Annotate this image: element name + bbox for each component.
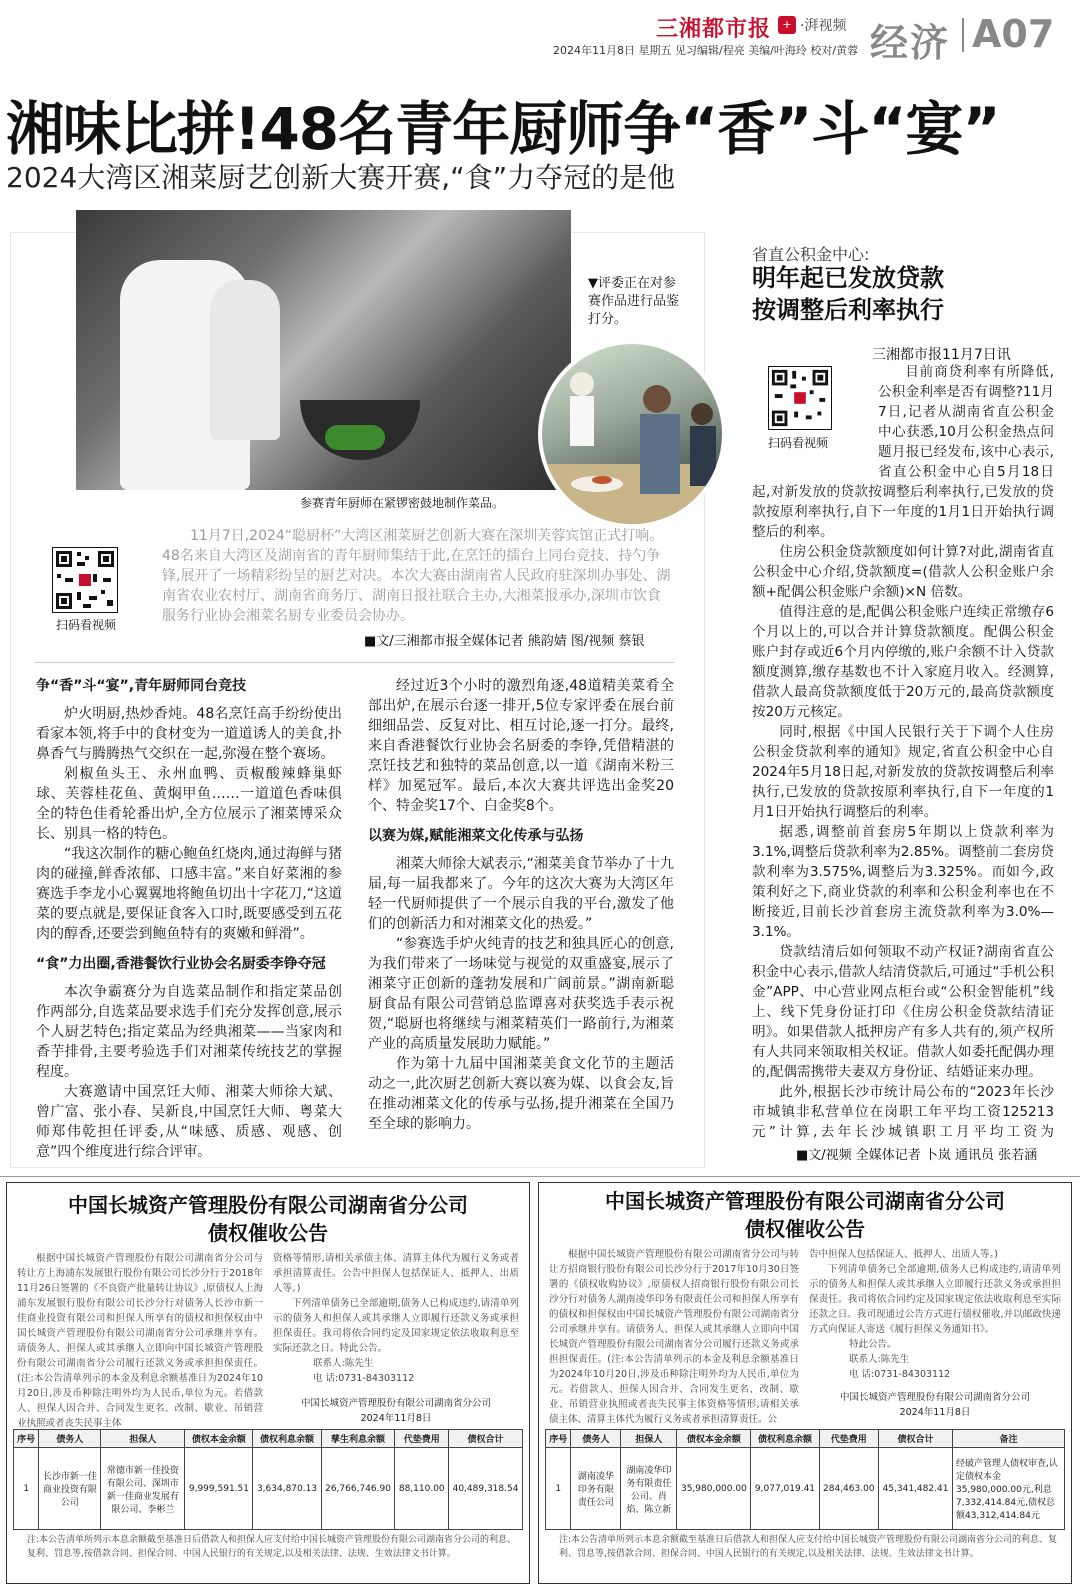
paragraph: 本次争霸赛分为自选菜品制作和指定菜品创作两部分,自选菜品要求选手们充分发挥创意,展示个人厨艺特色;指定菜品为经典湘菜——当家肉和香芋排骨,主要考验选手们对湘菜传统技艺的掌握程度。 xyxy=(36,984,342,1080)
paragraph: 作为第十九届中国湘菜美食文化节的主题活动之一,此次厨艺创新大赛以赛为媒、以食会友,旨在推动湘菜文化的传承与弘扬,提升湘菜在全国乃至全球的影响力。 xyxy=(368,1056,674,1132)
notice-closing: 特此公告。 xyxy=(849,1339,897,1350)
masthead-brand: 三湘都市报 xyxy=(656,17,772,42)
side-text-body xyxy=(752,362,1054,1142)
lead-byline: ■文/三湘都市报全媒体记者 熊韵婧 图/视频 蔡银 xyxy=(364,634,645,649)
debt-notice-right xyxy=(538,1182,1072,1584)
chefs-photo-caption: 参赛青年厨师在紧锣密鼓地制作菜品。 xyxy=(300,496,505,510)
brand-video-label: ·湃视频 xyxy=(800,18,847,34)
table-row xyxy=(546,1448,1065,1530)
notice-subtitle: 债权催收公告 xyxy=(745,1217,865,1241)
table-cell: 88,110.00 xyxy=(395,1448,449,1530)
paragraph: “我这次制作的糖心鲍鱼红烧肉,通过海鲜与猪肉的碰撞,鲜香浓郁、口感丰富。”来自好菜湘的参赛选手李龙小心翼翼地将鲍鱼切出十字花刀,“这道菜的要点就是,要保证食客入口时,既要感受到五花肉的醇香,还要尝到鲍鱼特有的爽嫩和鲜滑”。 xyxy=(36,846,342,942)
notice-body: 根据中国长城资产管理股份有限公司湖南省分公司与转让方招商银行股份有限公司长沙分行于2017年10月30日签署的《债权收购协议》,原债权人招商银行股份有限公司长沙分行对债务人湖南凌华印务有限责任公司和担保人所享有的债权和担保权由中国长城资产管理股份有限公司湖南省分公司承继并享有。请债务人、担保人或其承继人立即向中国长城资产管理股份有限公司湖南省分公司履行还款义务或承担担保责任。(注:本公告清单列示的本金及利息余额基准日为2024年10月20日,涉及币种除注明外均为人民币,单位为元。若借款人、担保人因合并、合同发生更名、改制、歇业、吊销营业执照或者丧失民事主体资格等情形,请相关承债主体、清算主体代为履行义务或者承担清算责任。公 xyxy=(549,1249,799,1425)
table-header: 债务人 xyxy=(39,1430,101,1448)
table-header: 债权本金余额 xyxy=(677,1430,751,1448)
notice-body: 根据中国长城资产管理股份有限公司湖南省分公司与转让方上海浦东发展银行股份有限公司长沙分行于2018年11月26日签署的《不良资产批量转让协议》,原债权人上海浦东发展银行股份有限公司长沙分行对债务人长沙市新一佳商业投资有限公司和担保人所享有的债权和担保权由中国长城资产管理股份有限公司湖南省分公司承继并享有。请债务人、担保人或其承继人立即向中国长城资产管理股份有限公司湖南省分公司履行还款义务或承担担保责任。(注:本公告清单列示的本金及利息余额基准日为2024年10月20日,涉及币种除注明外均为人民币,单位为元。若借款人、担保人因合并、合同发生更名、改制、歇业、吊销营业执照或者丧失民事主体 xyxy=(17,1253,263,1429)
qr-code-icon xyxy=(53,548,117,612)
paragraph: 剁椒鱼头王、永州血鸭、贡椒酸辣蜂巢虾球、芙蓉桂花鱼、黄焖甲鱼……一道道色香味俱全的特色佳肴轮番出炉,全方位展示了湘菜博采众长、别具一格的特色。 xyxy=(36,766,342,842)
debt-notice-left xyxy=(6,1182,530,1584)
table-header: 债权本金余额 xyxy=(185,1430,253,1448)
side-qr-label: 扫码看视频 xyxy=(768,436,829,450)
table-cell: 3,634,870.13 xyxy=(253,1448,321,1530)
table-cell: 35,980,000.00 xyxy=(677,1448,751,1530)
paragraph: 据悉,调整前首套房5年期以上贷款利率为3.1%,调整后贷款利率为2.85%。调整前二套房贷款利率为3.575%,调整后为3.325%。而如今,政策利好之下,商业贷款的利率和公积金利率也在不断接近,目前长沙首套房主流贷款利率为3.0%—3.1%。 xyxy=(752,824,1054,940)
lead-qr-label: 扫码看视频 xyxy=(56,618,117,632)
paragraph: 目前商贷利率有所降低,公积金利率是否有调整?11月7日,记者从湖南省直公积金中心获悉,10月公积金热点问题月报已经发布,该中心表示,省直公积金中心自5月18日起,对新发放的贷款按调整后利率执行,已发放的贷款按原利率执行,自下一年度的1月1日开始执行调整后的利率。 xyxy=(752,364,1054,540)
paragraph: 住房公积金贷款额度如何计算?对此,湖南省直公积金中心介绍,贷款额度=(借款人公积金账户余额+配偶公积金账户余额)×N 倍数。 xyxy=(752,544,1054,600)
contact-person: 联系人:陈先生 xyxy=(849,1354,910,1365)
issue-meta: 2024年11月8日 星期五 见习编辑/程亮 美编/叶海玲 校对/黄蓉 xyxy=(553,44,859,57)
judges-photo-art xyxy=(542,344,726,528)
judges-photo-caption: ▼评委正在对参赛作品进行品鉴打分。 xyxy=(588,276,680,327)
table-cell: 284,463.00 xyxy=(819,1448,878,1530)
subheading: 争“香”斗“宴”,青年厨师同台竞技 xyxy=(36,678,247,694)
contact-phone: 电 话:0731-84303112 xyxy=(849,1369,951,1380)
notice-subtitle: 债权催收公告 xyxy=(208,1221,328,1245)
notice-date: 2024年11月8日 xyxy=(899,1407,971,1418)
table-cell: 40,489,318.54 xyxy=(449,1448,523,1530)
paragraph: 贷款结清后如何领取不动产权证?湖南省直公积金中心表示,借款人结清贷款后,可通过“手机公积金”APP、中心营业网点柜台或“公积金智能机”线上、线下凭身份证打印《住房公积金贷款结清证明》。如果借款人抵押房产有多人共有的,须产权所有人共同来领取相关权证。借款人如委托配偶办理的,配偶需携带夫妻双方身份证、结婚证来办理。 xyxy=(752,944,1054,1080)
headline: 湘味比拼!48名青年厨师争“香”斗“宴” xyxy=(6,95,1000,163)
notice-body: 下列清单债务已全部逾期,债务人已构成违约,请清单列示的债务人和担保人或其承继人立即履行还款义务或承担担保责任。我司将依合同约定及国家规定依法收取利息至实际还款之日。特此公告。 xyxy=(273,1298,519,1354)
vegetables-shape xyxy=(325,425,385,450)
table-cell: 湖南凌华印务有限责任公司 xyxy=(571,1448,621,1530)
paragraph: 大赛邀请中国烹饪大师、湘菜大师徐大斌、曾广富、张小春、吴新良,中国烹饪大师、粤菜大师郑伟乾担任评委,从“味感、质感、观感、创意”四个维度进行综合评审。 xyxy=(36,1084,342,1160)
table-header: 债权合计 xyxy=(449,1430,523,1448)
side-title-line: 明年起已发放贷款 xyxy=(752,264,944,292)
subheading: 以赛为媒,赋能湘菜文化传承与弘扬 xyxy=(368,828,584,844)
side-title xyxy=(752,262,944,326)
brand-logo-icon: + xyxy=(778,16,796,34)
table-header: 债务人 xyxy=(571,1430,621,1448)
table-header: 备注 xyxy=(953,1430,1065,1448)
chef-figure xyxy=(210,280,280,440)
table-header-row xyxy=(546,1430,1065,1448)
subheadline: 2024大湾区湘菜厨艺创新大赛开赛,“食”力夺冠的是他 xyxy=(6,161,676,194)
notice-footnote: 注:本公告清单所列示本息余额截至基准日后借款人和担保人应支付给中国长城资产管理股份有限公司湖南省分公司的利息、复利、罚息等,按借款合同、担保合同、中国人民银行的有关规定,以及相关法律、法规、生效法律文书计算。 xyxy=(27,1535,517,1559)
section-divider xyxy=(962,18,964,52)
table-row xyxy=(14,1448,523,1530)
table-cell: 9,077,019.41 xyxy=(751,1448,819,1530)
page-number: A07 xyxy=(972,12,1055,56)
table-cell: 常德市新一佳投资有限公司、深圳市新一佳商业发展有限公司、李彬兰 xyxy=(101,1448,185,1530)
lead-qr-code[interactable] xyxy=(52,547,118,613)
table-cell: 26,766,746.90 xyxy=(321,1448,395,1530)
side-kicker: 省直公积金中心: xyxy=(752,245,870,264)
qr-float-spacer xyxy=(752,362,878,482)
table-header: 序号 xyxy=(546,1430,571,1448)
contact-person: 联系人:陈先生 xyxy=(313,1358,374,1369)
table-header: 债权合计 xyxy=(879,1430,953,1448)
table-header: 债权利息余额 xyxy=(253,1430,321,1448)
lead-intro: 11月7日,2024“聪厨杯”大湾区湘菜厨艺创新大赛在深圳芙蓉宾馆正式打响。48名来自大湾区及湖南省的青年厨师集结于此,在烹饪的擂台上同台竞技、持勺争锋,展开了一场精彩纷呈的厨艺对决。本次大赛由湖南省人民政府驻深圳办事处、湖南省农业农村厅、湖南省商务厅、湖南日报社联合主办,大湘菜报承办,深圳市饮食服务行业协会湘菜名厨专业委员会协办。 xyxy=(162,528,671,624)
notice-body: 资格等情形,请相关承债主体、清算主体代为履行义务或者承担清算责任。公告中担保人包括保证人、抵押人、出质人等。) xyxy=(273,1253,519,1294)
table-cell: 湖南凌华印务有限责任公司、肖焰、陈立新 xyxy=(621,1448,677,1530)
side-title-line: 按调整后利率执行 xyxy=(752,296,944,324)
notice-signature: 中国长城资产管理股份有限公司湖南省分公司 xyxy=(839,1392,1030,1403)
side-dateline: 三湘都市报11月7日讯 xyxy=(872,347,1011,363)
judges-tasting-photo xyxy=(538,340,726,528)
side-byline: ■文/视频 全媒体记者 卜岚 通讯员 张若涵 xyxy=(796,1148,1038,1163)
notice-title: 中国长城资产管理股份有限公司湖南省分公司 xyxy=(605,1189,1005,1213)
paragraph: 经过近3个小时的激烈角逐,48道精美菜肴全部出炉,在展示台逐一排开,5位专家评委在展台前细细品尝、反复对比、相互讨论,逐一打分。最终,来自香港餐饮行业协会名厨委的李铮,凭借精湛的烹饪技艺和独特的菜品创意,以一道《湖南米粉三样》加冕冠军。最后,本次大赛共评选出金奖20个、特金奖17个、白金奖8个。 xyxy=(368,678,674,814)
section-name: 经济 xyxy=(870,21,951,65)
table-header: 债权利息余额 xyxy=(751,1430,819,1448)
table-header: 序号 xyxy=(14,1430,39,1448)
notice-body: 下列清单债务已全部逾期,债务人已构成违约,请清单列示的债务人和担保人或其承继人立即履行还款义务或承担担保责任。我司将依合同约定及国家规定依法收取利息至实际还款之日。我司现通过公告方式进行债权催收,并以邮政快递方式向保证人寄送《履行担保义务通知书》。 xyxy=(809,1264,1061,1335)
lead-divider xyxy=(34,662,674,663)
paragraph: “参赛选手炉火纯青的技艺和独具匠心的创意,为我们带来了一场味觉与视觉的双重盛宴,展示了湘菜守正创新的蓬勃发展和广阔前景。”湖南新聪厨食品有限公司营销总监谭喜对获奖选手表示祝贺,“聪厨也将继续与湘菜精英们一路前行,为湘菜产业的高质量发展助力赋能。” xyxy=(368,936,674,1052)
table-header: 代垫费用 xyxy=(395,1430,449,1448)
table-cell: 1 xyxy=(546,1448,571,1530)
notice-body: 告中担保人包括保证人、抵押人、出质人等。) xyxy=(809,1249,998,1260)
table-cell: 1 xyxy=(14,1448,39,1530)
paragraph: 炉火明厨,热炒香炖。48名烹饪高手纷纷使出看家本领,将手中的食材变为一道道诱人的美食,扑鼻香气与腾腾热气交织在一起,弥漫在整个赛场。 xyxy=(36,706,342,762)
subheading: “食”力出圈,香港餐饮行业协会名厨委李铮夺冠 xyxy=(36,956,326,972)
debt-table xyxy=(13,1429,523,1530)
contact-phone: 电 话:0731-84303112 xyxy=(313,1373,415,1384)
table-cell: 长沙市新一佳商业投资有限公司 xyxy=(39,1448,101,1530)
table-cell: 45,341,482.41 xyxy=(879,1448,953,1530)
notice-signature: 中国长城资产管理股份有限公司湖南省分公司 xyxy=(300,1398,491,1409)
table-header: 担保人 xyxy=(621,1430,677,1448)
debt-table xyxy=(545,1429,1065,1530)
lead-column-2 xyxy=(368,676,674,1134)
paragraph: 同时,根据《中国人民银行关于下调个人住房公积金贷款利率的通知》规定,省直公积金中心自2024年5月18日起,对新发放的贷款按调整后利率执行,已发放的贷款按原利率执行,自下一年度的1月1日开始执行调整后的利率。 xyxy=(752,724,1054,820)
ads-divider xyxy=(0,1176,1080,1177)
paragraph: 值得注意的是,配偶公积金账户连续正常缴存6个月以上的,可以合并计算贷款额度。配偶公积金账户封存或近6个月内停缴的,账户余额不计入贷款额度测算,缴存基数也不计入家庭月收入。经测算,借款人最高贷款额度低于20万元的,最高贷款额度按20万元核定。 xyxy=(752,604,1054,720)
table-header: 代垫费用 xyxy=(819,1430,878,1448)
lead-column-1 xyxy=(36,676,342,1162)
table-cell: 9,999,591.51 xyxy=(185,1448,253,1530)
paragraph: 此外,根据长沙市统计局公布的“2023年长沙市城镇非私营单位在岗职工年平均工资125213元”计算,去年长沙城镇职工月平均工资为 xyxy=(752,1084,1054,1140)
notice-title: 中国长城资产管理股份有限公司湖南省分公司 xyxy=(68,1193,468,1217)
table-header: 孳生利息余额 xyxy=(321,1430,395,1448)
notice-footnote: 注:本公告清单所列示本息余额截至基准日后借款人和担保人应支付给中国长城资产管理股份有限公司湖南省分公司的利息、复利、罚息等,按借款合同、担保合同、中国人民银行的有关规定,以及相关法律、法规、生效法律文书计算。 xyxy=(559,1535,1058,1559)
table-cell: 经破产管理人债权审查,认定债权本金35,980,000.00元,利息7,332,414.84元,债权总额43,312,414.84元 xyxy=(953,1448,1065,1530)
table-header: 担保人 xyxy=(101,1430,185,1448)
paragraph: 湘菜大师徐大斌表示,“湘菜美食节举办了十九届,每一届我都来了。今年的这次大赛为大湾区年轻一代厨师提供了一个展示自我的平台,激发了他们的创新活力和对湘菜文化的热爱。” xyxy=(368,856,674,932)
table-header-row xyxy=(14,1430,523,1448)
notice-date: 2024年11月8日 xyxy=(360,1413,432,1424)
